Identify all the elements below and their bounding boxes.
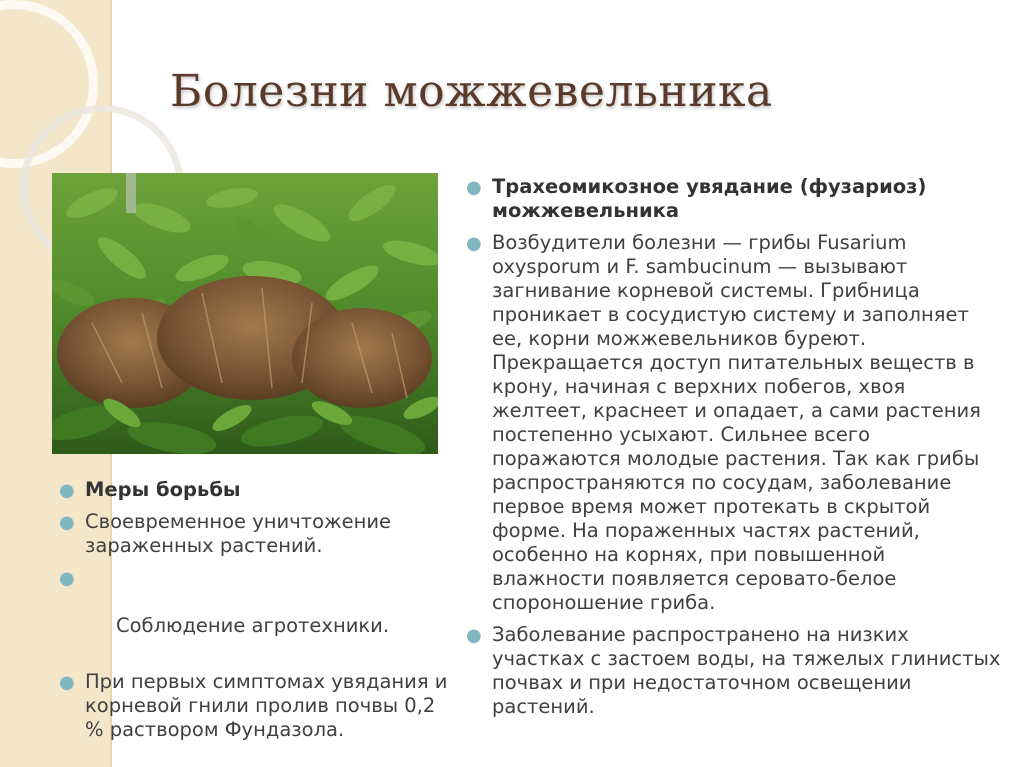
bullet-icon: ● bbox=[466, 233, 482, 254]
bullet-icon: ● bbox=[59, 672, 75, 693]
control-measures-list bbox=[55, 478, 455, 750]
list-item bbox=[462, 231, 1002, 615]
list-item bbox=[55, 670, 455, 742]
disease-description-list bbox=[462, 175, 1002, 727]
list-item-text: Своевременное уничтожение зараженных растений. bbox=[85, 510, 391, 557]
bullet-icon: ● bbox=[59, 512, 75, 533]
list-item bbox=[55, 478, 455, 502]
bullet-icon: ● bbox=[466, 625, 482, 646]
bullet-icon: ● bbox=[59, 568, 75, 589]
list-item bbox=[55, 566, 455, 662]
juniper-disease-photo bbox=[52, 173, 438, 454]
list-item-text: При первых симптомах увядания и корневой гнили пролив почвы 0,2 % раствором Фундазола. bbox=[85, 670, 448, 741]
bullet-icon: ● bbox=[59, 480, 75, 501]
bullet-icon: ● bbox=[466, 177, 482, 198]
list-item-text: Соблюдение агротехники. bbox=[109, 614, 390, 637]
list-item-text: Возбудители болезни — грибы Fusarium oxysporum и F. sambucinum — вызывают загнивание корневой системы. Грибница проникает в сосудистую систему и заполняет ее, корни можжевельников буреют. Прекращается доступ питательных веществ в крону, начиная с верхних побегов, хвоя желтеет, краснеет и опадает, а сами растения постепенно усыхают. Сильнее всего поражаются молодые растения. Так как грибы распространяются по сосудам, заболевание первое время может протекать в скрытой форме. На пораженных частях растений, особенно на корнях, при повышенной влажности появляется серовато-белое спороношение гриба. bbox=[492, 231, 981, 614]
photo-illustration bbox=[52, 173, 438, 454]
list-item-text: Заболевание распространено на низких участках с застоем воды, на тяжелых глинистых почвах и при недостаточном освещении растений. bbox=[492, 623, 1001, 718]
list-item bbox=[462, 623, 1002, 719]
control-measures-heading: Меры борьбы bbox=[85, 478, 241, 501]
disease-heading: Трахеомикозное увядание (фузариоз) можжевельника bbox=[492, 175, 927, 222]
list-item bbox=[55, 510, 455, 558]
list-item bbox=[462, 175, 1002, 223]
slide-title: Болезни можжевельника bbox=[170, 66, 773, 117]
